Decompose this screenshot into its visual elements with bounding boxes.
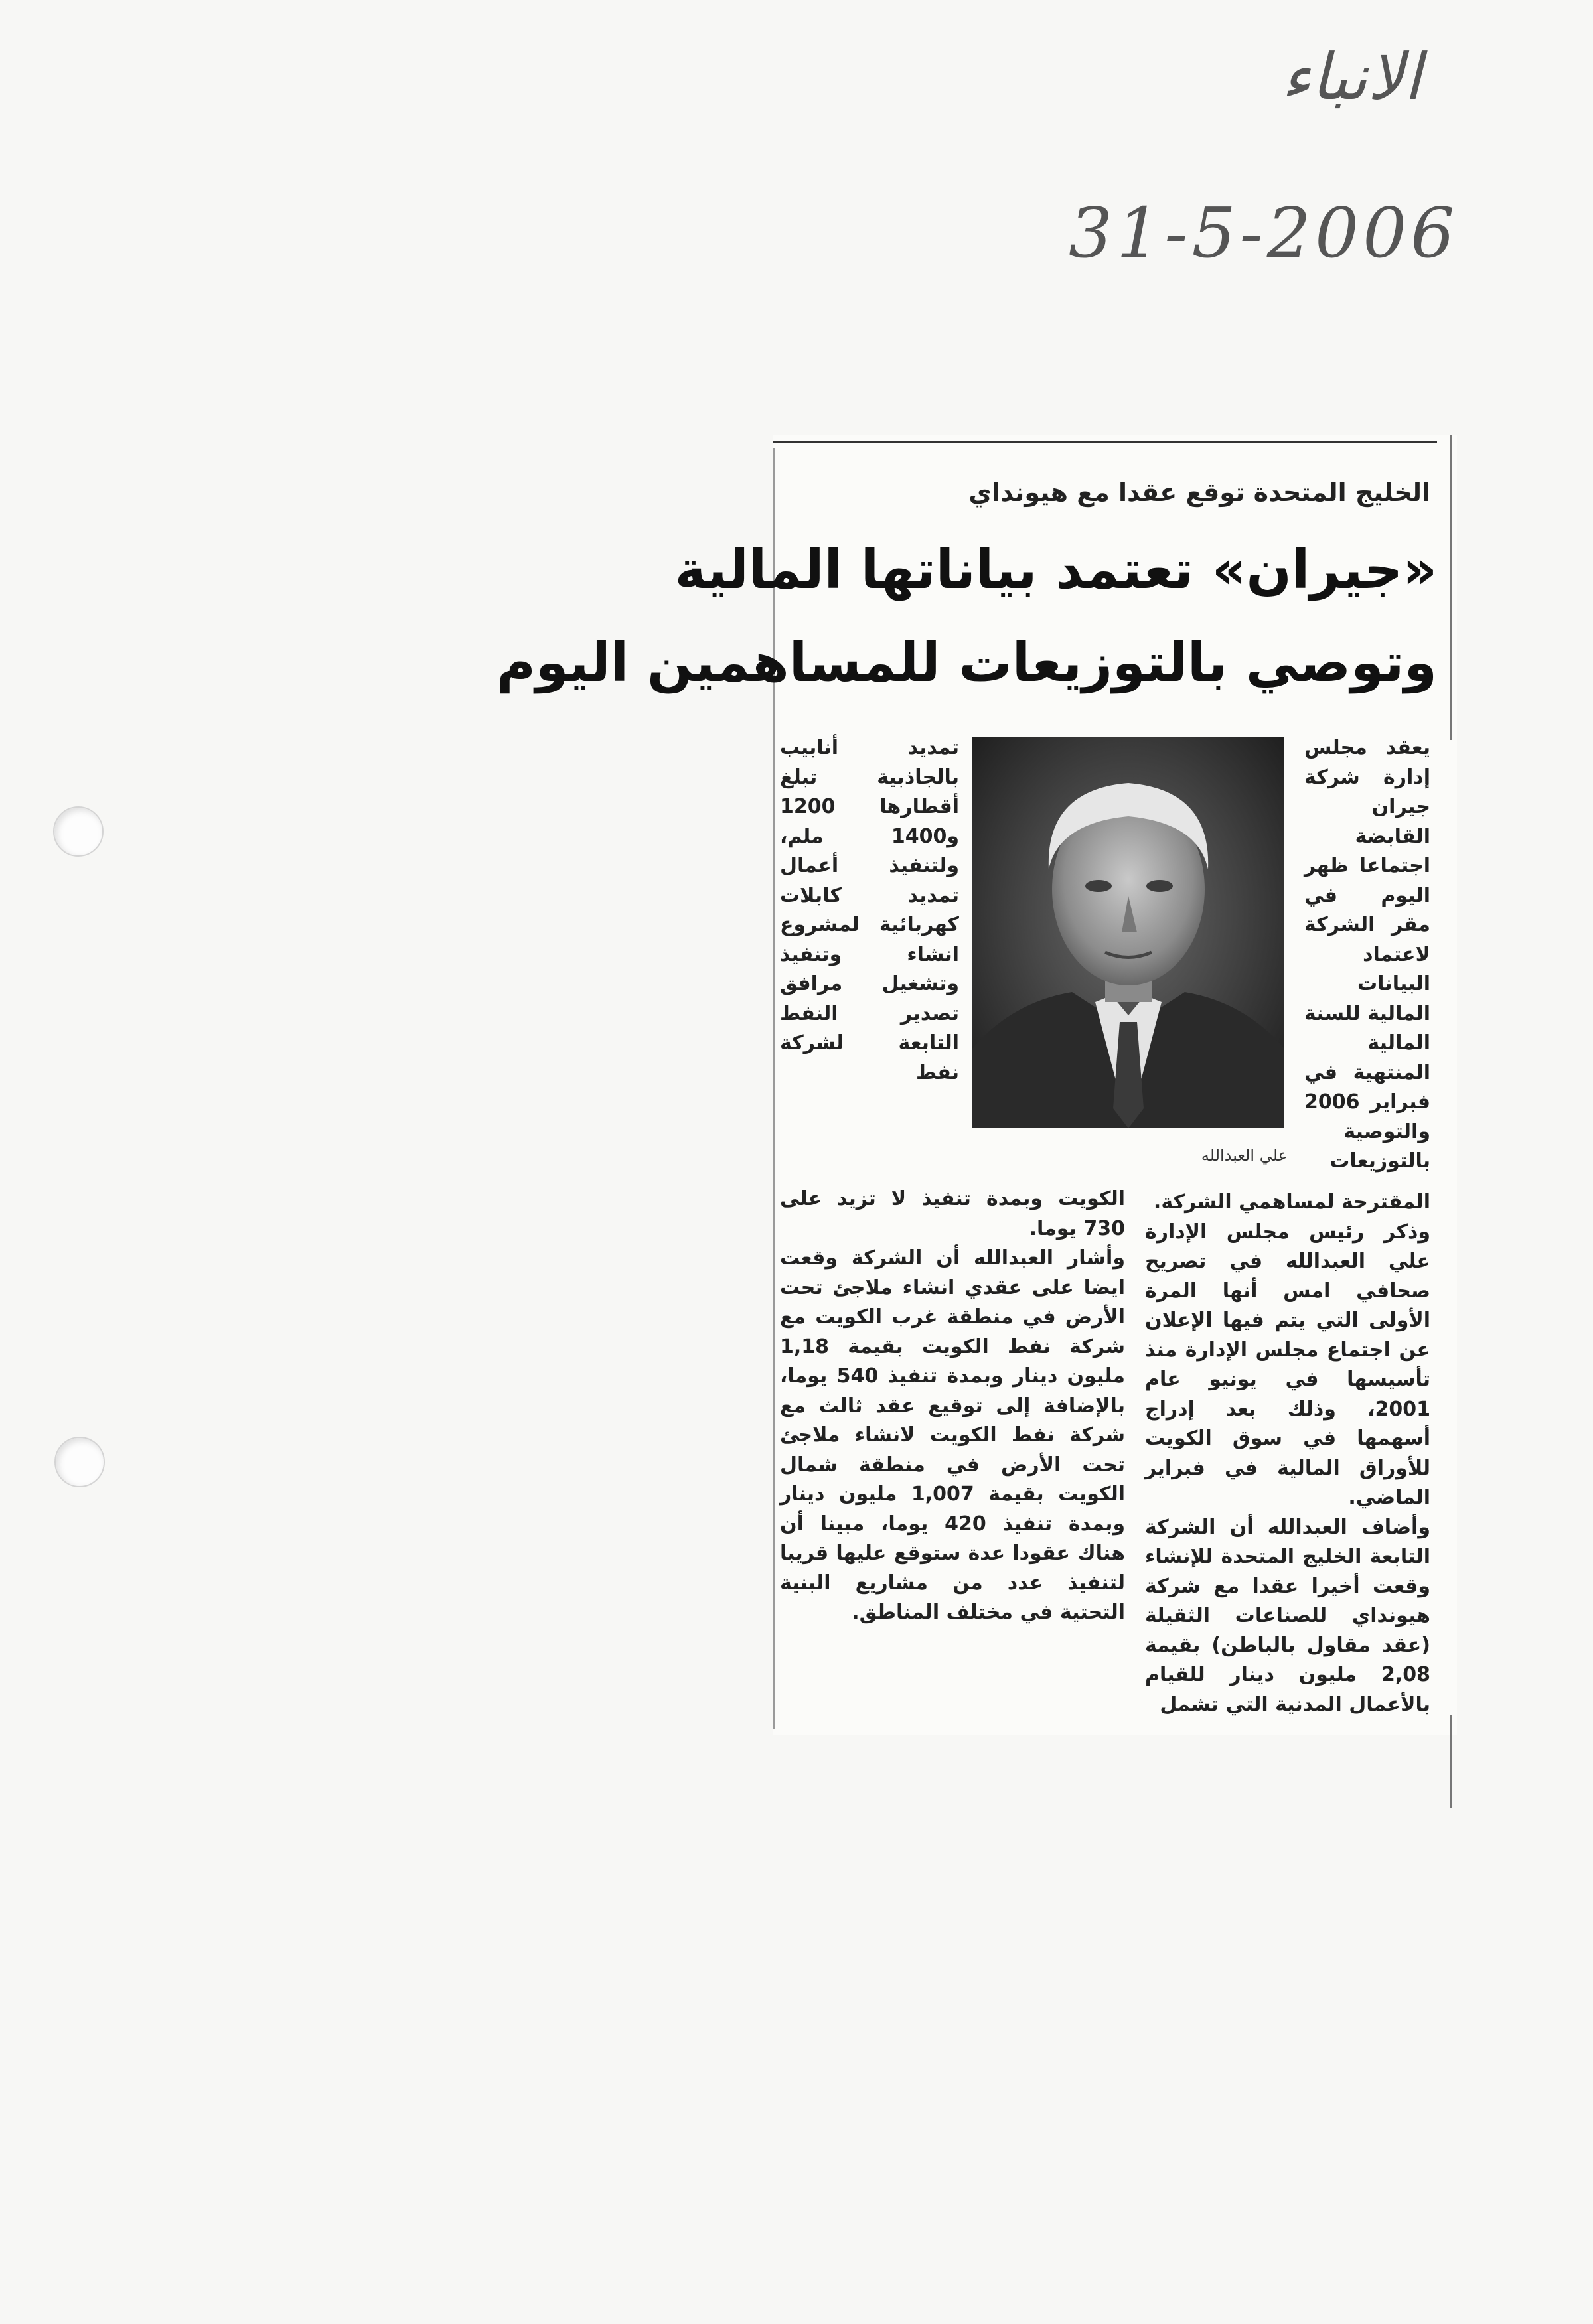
top-rule bbox=[773, 441, 1437, 443]
paragraph: تمديد أنابيب بالجاذبية تبلغ أقطارها 1200 و1400 ملم، ولتنفيذ أعمال تمديد كابلات كهربائية لمشروع انشاء وتنفيذ وتشغيل مرافق تصدير النفط التابعة لشركة نفط bbox=[780, 736, 959, 1084]
paragraph: المقترحة لمساهمي الشركة. bbox=[1153, 1191, 1430, 1214]
handwritten-source-note: الانباء bbox=[1281, 40, 1422, 114]
portrait-photo-image bbox=[972, 737, 1284, 1128]
paragraph: الكويت وبمدة تنفيذ لا تزيد على 730 يوما. bbox=[780, 1187, 1125, 1240]
punch-hole bbox=[54, 1437, 105, 1487]
photo-caption: علي العبدالله bbox=[1201, 1146, 1288, 1165]
article-column-left-bottom bbox=[780, 1185, 1125, 1628]
article-headline-line1: «جيران» تعتمد بياناتها المالية bbox=[674, 539, 1437, 601]
right-rule bbox=[1450, 435, 1452, 740]
paragraph: وذكر رئيس مجلس الإدارة علي العبدالله في تصريح صحافي امس أنها المرة الأولى التي يتم فيها الإعلان عن اجتماع مجلس الإدارة منذ تأسيسها في يونيو عام 2001، وذلك بعد إدراج أسهمها في سوق الكويت للأوراق المالية في فبراير الماضي. bbox=[1145, 1220, 1430, 1509]
article-kicker: الخليج المتحدة توقع عقدا مع هيونداي bbox=[968, 478, 1430, 507]
paragraph: وأضاف العبدالله أن الشركة التابعة الخليج المتحدة للإنشاء وقعت أخيرا عقدا مع شركة هيونداي للصناعات الثقيلة (عقد مقاول بالباطن) بقيمة 2,08 مليون دينار للقيام بالأعمال المدنية التي تشمل bbox=[1145, 1515, 1430, 1716]
article-column-left-top bbox=[780, 733, 959, 1088]
article-headline-line2: وتوصي بالتوزيعات للمساهمين اليوم bbox=[496, 632, 1437, 693]
right-rule bbox=[1450, 1715, 1452, 1808]
article-column-right-bottom bbox=[1145, 1188, 1430, 1719]
paragraph: وأشار العبدالله أن الشركة وقعت ايضا على عقدي انشاء ملاجئ تحت الأرض في منطقة غرب الكويت مع شركة نفط الكويت بقيمة 1,18 مليون دينار وبمدة تنفيذ 540 يوما، بالإضافة إلى توقيع عقد ثالث مع شركة نفط الكويت لانشاء ملاجئ تحت الأرض في منطقة شمال الكويت بقيمة 1,007 مليون دينار وبمدة تنفيذ 420 يوما، مبينا أن هناك عقودا عدة ستوقع عليها قريبا لتنفيذ عدد من مشاريع البنية التحتية في مختلف المناطق. bbox=[780, 1246, 1125, 1624]
handwritten-date-note: 31-5-2006 bbox=[1069, 192, 1459, 273]
paragraph: يعقد مجلس إدارة شركة جيران القابضة اجتماعا ظهر اليوم في مقر الشركة لاعتماد البيانات المالية للسنة المالية المنتهية في فبراير 2006 والتوصية بالتوزيعات bbox=[1304, 736, 1430, 1173]
newspaper-clipping bbox=[496, 435, 1457, 1735]
punch-hole bbox=[53, 806, 104, 857]
article-column-right-top bbox=[1304, 733, 1430, 1177]
portrait-photo bbox=[972, 737, 1284, 1128]
